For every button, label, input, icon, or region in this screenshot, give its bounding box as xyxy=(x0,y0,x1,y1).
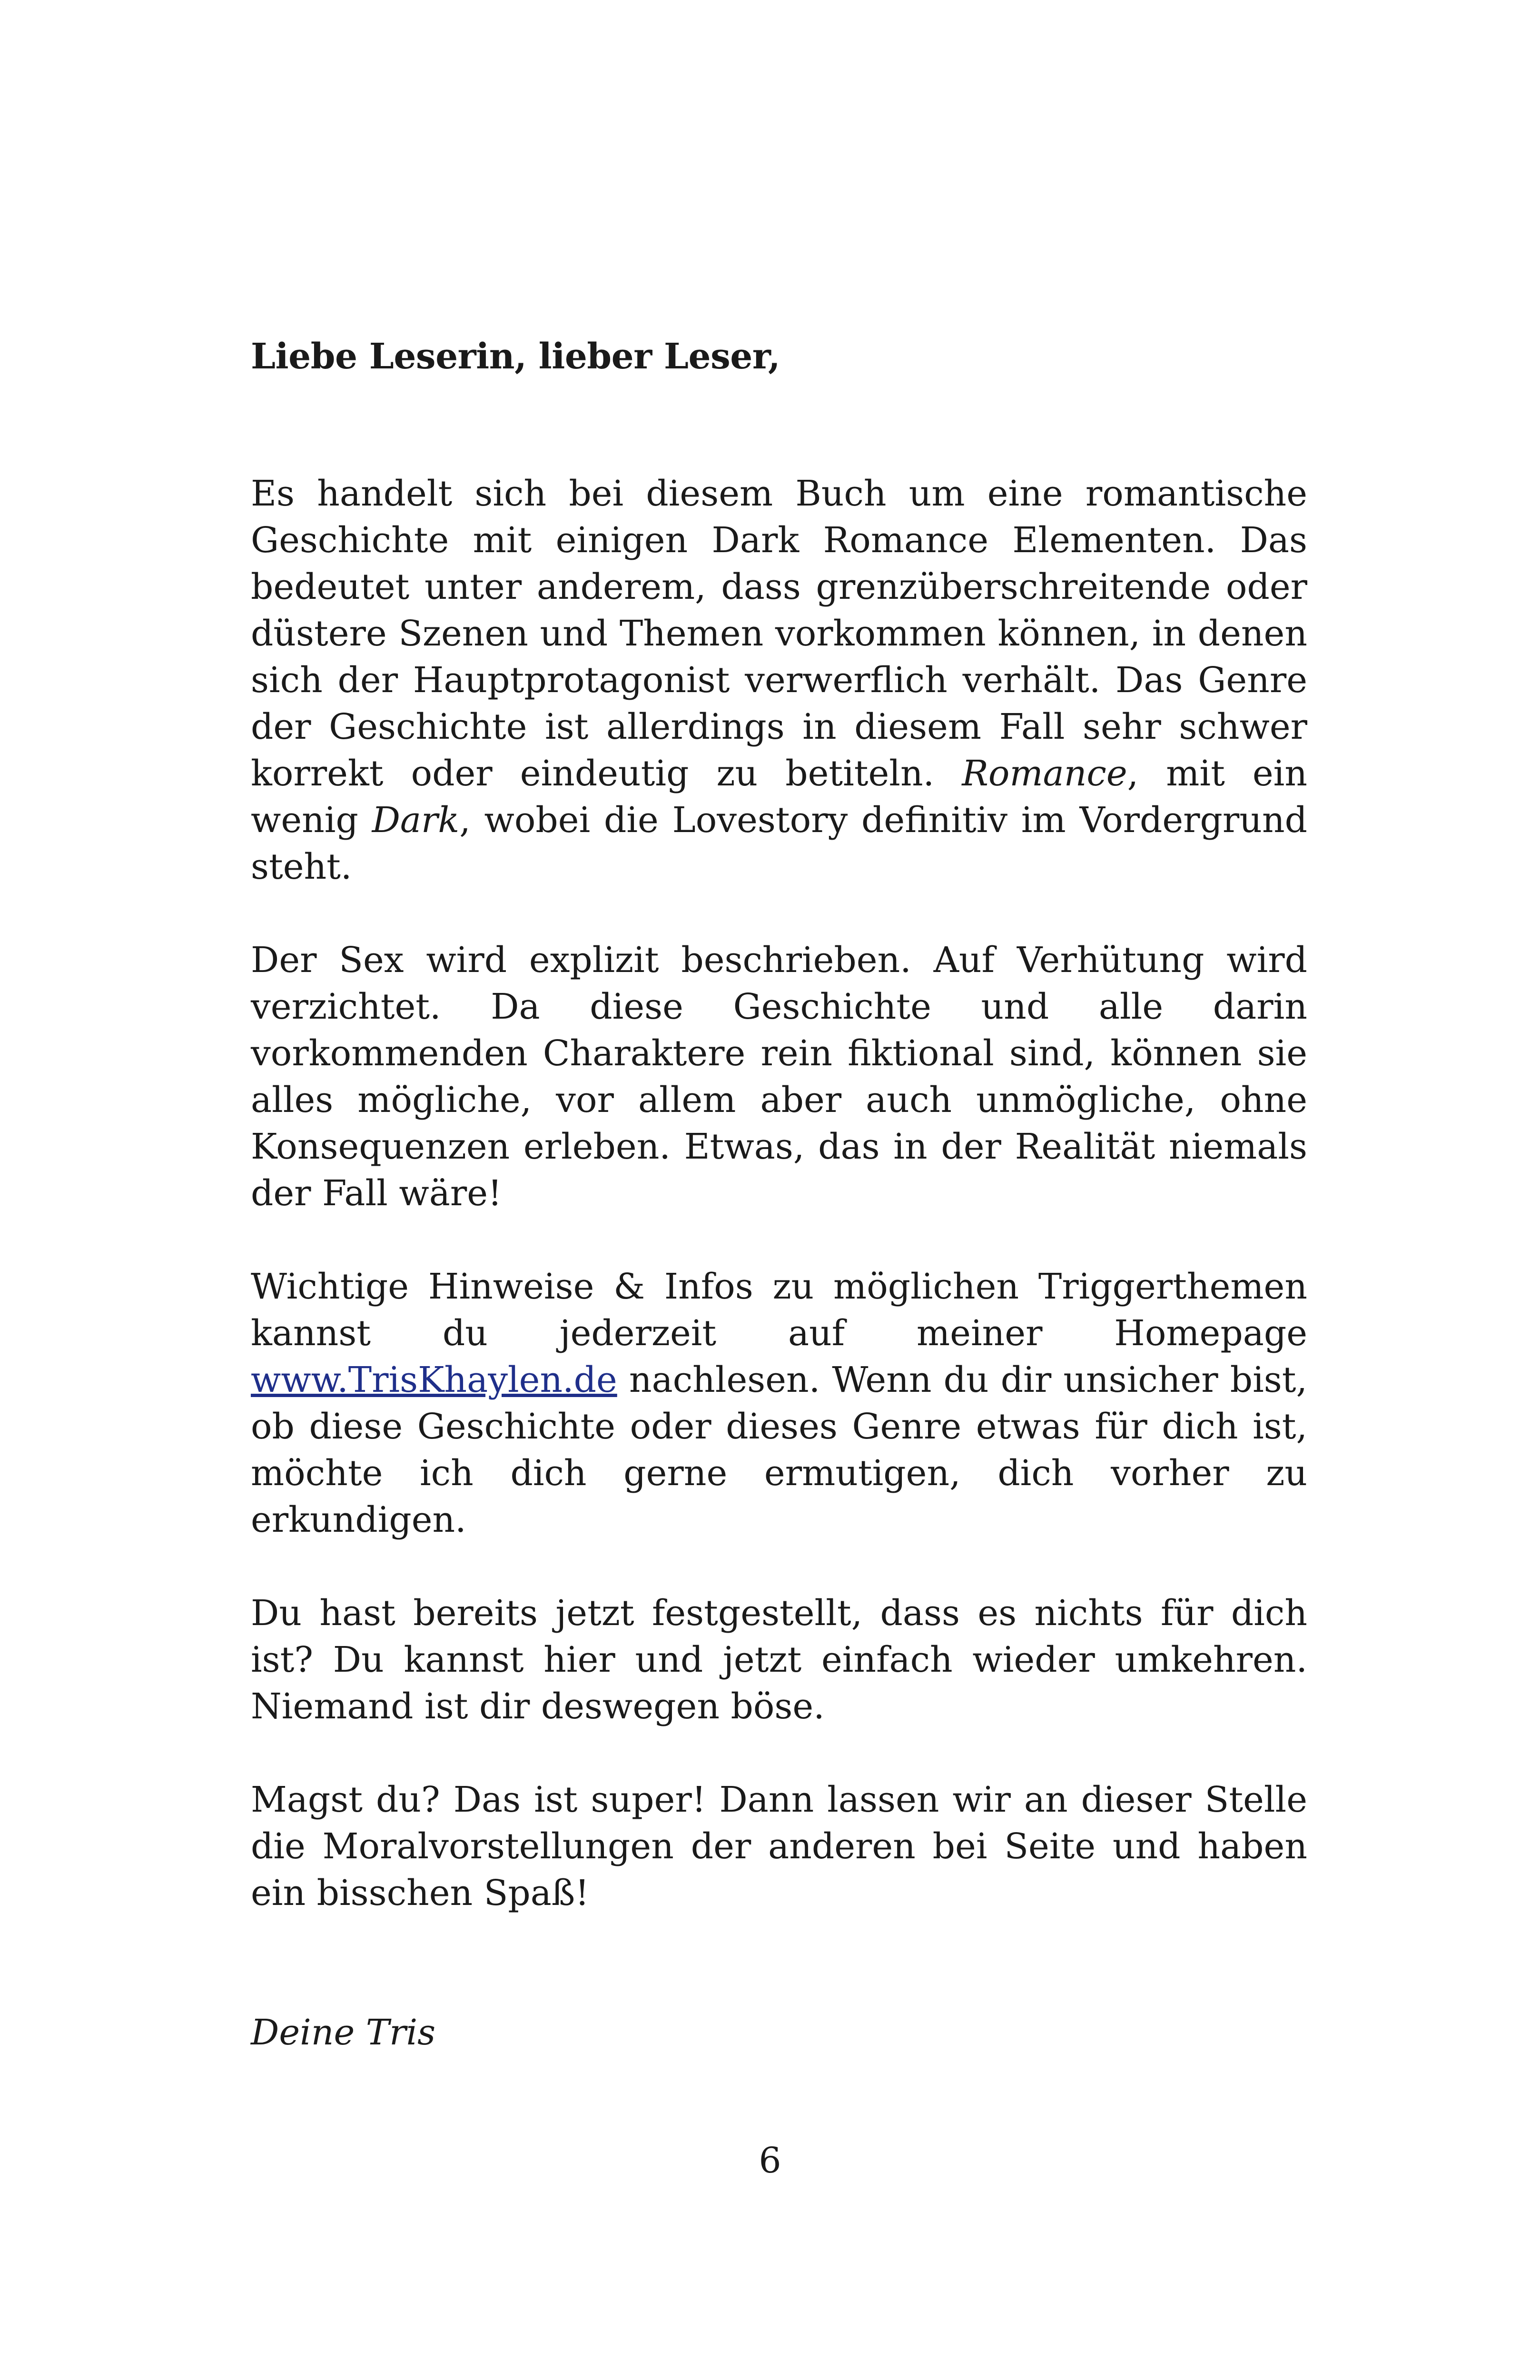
emphasis-romance: Romance xyxy=(962,753,1127,794)
paragraph-trigger-info xyxy=(251,1263,1307,1543)
letter-salutation: Liebe Leserin, lieber Leser, xyxy=(251,336,780,377)
paragraph-text: , mit ein wenig xyxy=(251,753,1307,841)
emphasis-dark: Dark xyxy=(372,800,460,841)
letter-body xyxy=(251,333,1307,2056)
paragraph-genre-notice xyxy=(251,470,1307,890)
paragraph-content-notice: Der Sex wird explizit beschrieben. Auf Verhütung wird verzichtet. Da diese Geschichte und alle darin vorkommenden Charaktere rein fiktional sind, können sie alles mögliche, vor allem aber auch unmögliche, ohne Konsequenzen erleben. Etwas, das in der Realität niemals der Fall wäre! xyxy=(251,940,1307,1214)
paragraph-text: nachlesen. Wenn du dir unsicher bist, ob diese Geschichte oder dieses Genre etwas für dich ist, möchte ich dich gerne ermutigen, dich vorher zu erkundigen. xyxy=(251,1359,1307,1540)
paragraph-text: Es handelt sich bei diesem Buch um eine romantische Geschichte mit einigen Dark Romance Elementen. Das bedeutet unter anderem, dass grenzüberschreitende oder düstere Szenen und Themen vorkommen können, in denen sich der Hauptprotagonist verwerflich verhält. Das Genre der Geschichte ist allerdings in diesem Fall sehr schwer korrekt oder eindeutig zu betiteln. xyxy=(251,473,1307,794)
homepage-link[interactable]: www.TrisKhaylen.de xyxy=(251,1359,617,1400)
paragraph-text: , wobei die Lovestory definitiv im Vordergrund steht. xyxy=(251,800,1307,887)
paragraph-opt-out: Du hast bereits jetzt festgestellt, dass es nichts für dich ist? Du kannst hier und jetzt einfach wieder umkehren. Niemand ist dir deswegen böse. xyxy=(251,1593,1307,1727)
letter-signature: Deine Tris xyxy=(251,2012,436,2053)
page-number: 6 xyxy=(759,2140,781,2181)
paragraph-text: Wichtige Hinweise & Infos zu möglichen Triggerthemen kannst du jederzeit auf meiner Homepage xyxy=(251,1266,1307,1354)
paragraph-invitation: Magst du? Das ist super! Dann lassen wir an dieser Stelle die Moralvorstellungen der anderen bei Seite und haben ein bisschen Spaß! xyxy=(251,1779,1307,1914)
